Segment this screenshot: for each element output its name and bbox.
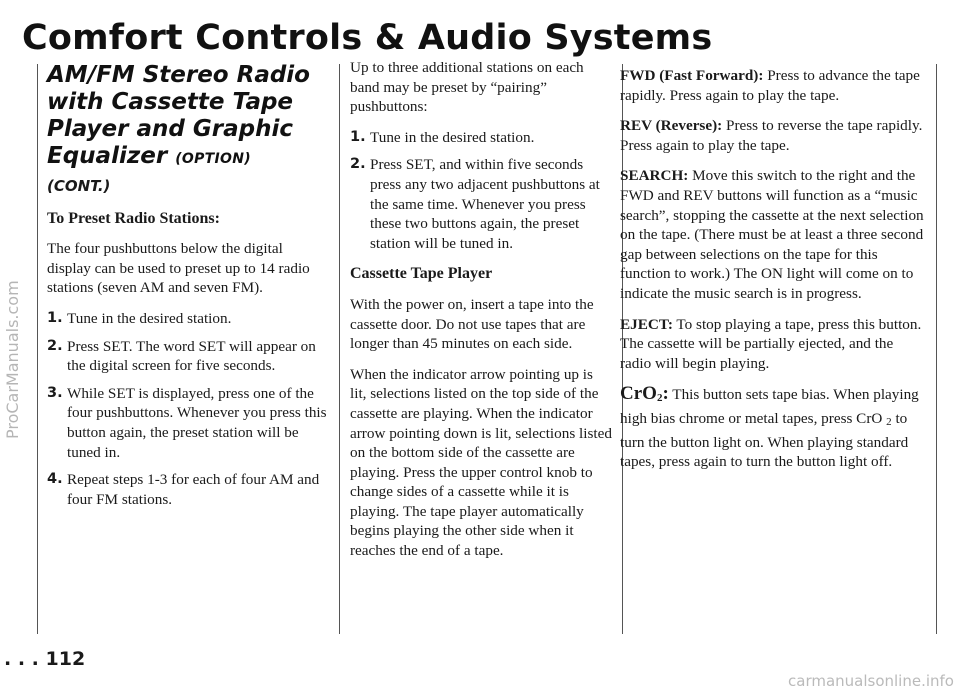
step-number: 2.: [47, 337, 63, 354]
column-2: [350, 58, 612, 572]
step-number: 2.: [350, 156, 366, 173]
preset-step-2: [47, 337, 327, 376]
pairing-step-2: [350, 155, 612, 253]
option-tag: (OPTION): [175, 151, 251, 167]
search-text: Move this switch to the right and the FWD and REV buttons will function as a “music search”, stopping the cassette at the next selection on the tape. (There must be at least a three second gap between selections on the tape for this function to work.) The ON light will come on to indicate the music search is in progress.: [620, 167, 924, 302]
preset-step-4: [47, 470, 327, 509]
search-term: SEARCH:: [620, 167, 689, 185]
cro2-term-colon: :: [662, 383, 669, 405]
preset-heading: To Preset Radio Stations:: [47, 209, 220, 227]
pairing-steps: [350, 128, 612, 254]
step-text: Press SET, and within five seconds press any two adjacent pushbuttons at the same time. Whenever you press these two buttons again, the preset station will be tuned in.: [370, 156, 600, 252]
preset-intro: The four pushbuttons below the digital display can be used to preset up to 14 radio stations (seven AM and seven FM).: [47, 240, 310, 297]
column-1: [47, 58, 327, 520]
search-description: [620, 166, 928, 303]
step-number: 1.: [350, 128, 366, 145]
column-rule-middle: [339, 64, 340, 634]
continued-tag: (CONT.): [47, 177, 111, 195]
eject-description: [620, 315, 928, 374]
column-rule-far-right: [936, 64, 937, 634]
eject-term: EJECT:: [620, 315, 673, 333]
preset-step-1: [47, 309, 327, 329]
cassette-paragraph-1: With the power on, insert a tape into the cassette door. Do not use tapes that are longer than 45 minutes on each side.: [350, 295, 594, 353]
cro2-description: [620, 384, 928, 471]
rev-description: [620, 116, 928, 155]
cro2-text-b: to turn the button light on. When playing standard tapes, press again to turn the button light off.: [620, 409, 909, 471]
step-text: Press SET. The word SET will appear on the digital screen for five seconds.: [67, 337, 316, 375]
cro2-text-a: This button sets tape bias. When playing high bias chrome or metal tapes, press CrO: [620, 386, 919, 427]
fwd-text: Press to advance the tape rapidly. Press again to play the tape.: [620, 67, 920, 104]
cro2-term-subscript: 2: [656, 392, 663, 405]
cro2-term-text: CrO: [620, 383, 657, 405]
fwd-term: FWD (Fast Forward):: [620, 67, 764, 84]
step-text: Repeat steps 1-3 for each of four AM and four FM stations.: [67, 471, 320, 508]
step-text: Tune in the desired station.: [67, 309, 232, 327]
step-number: 1.: [47, 309, 63, 326]
cassette-heading: Cassette Tape Player: [350, 265, 493, 283]
cassette-paragraph-2: When the indicator arrow pointing up is lit, selections listed on the top side of the cassette are playing. When the indicator arrow pointing down is lit, selections listed on the bottom side of the cassette are playing. Press the upper control knob to change sides of a cassette while it is playing. The tape player automatically begins playing the other side when it reaches the end of a tape.: [350, 365, 612, 560]
watermark-bottom: carmanualsonline.info: [788, 672, 954, 690]
preset-step-3: [47, 384, 327, 462]
rev-text: Press to reverse the tape rapidly. Press again to play the tape.: [620, 117, 923, 154]
step-number: 4.: [47, 471, 63, 488]
step-text: While SET is displayed, press one of the four pushbuttons. Whenever you press this button again, the preset station will be tuned in.: [67, 384, 327, 461]
column-rule-left: [37, 64, 38, 634]
column-3: [620, 66, 928, 483]
step-number: 3.: [47, 384, 63, 401]
pairing-intro: Up to three additional stations on each band may be preset by “pairing” pushbuttons:: [350, 59, 584, 116]
cro2-term: [620, 383, 669, 404]
preset-steps: [47, 309, 327, 509]
fwd-description: [620, 66, 928, 105]
page-number: . . . 112: [4, 648, 86, 670]
step-text: Tune in the desired station.: [370, 128, 535, 146]
page-title: Comfort Controls & Audio Systems: [22, 18, 713, 58]
pairing-step-1: [350, 128, 612, 148]
cro2-text-subscript: 2: [886, 415, 892, 428]
watermark-left: ProCarManuals.com: [3, 280, 22, 440]
rev-term: REV (Reverse):: [620, 117, 723, 135]
section-title: [47, 62, 327, 173]
eject-text: To stop playing a tape, press this button. The cassette will be partially ejected, and the radio will begin playing.: [620, 315, 922, 372]
section-title-text: AM/FM Stereo Radio with Cassette Tape Player and Graphic Equalizer: [47, 62, 310, 169]
